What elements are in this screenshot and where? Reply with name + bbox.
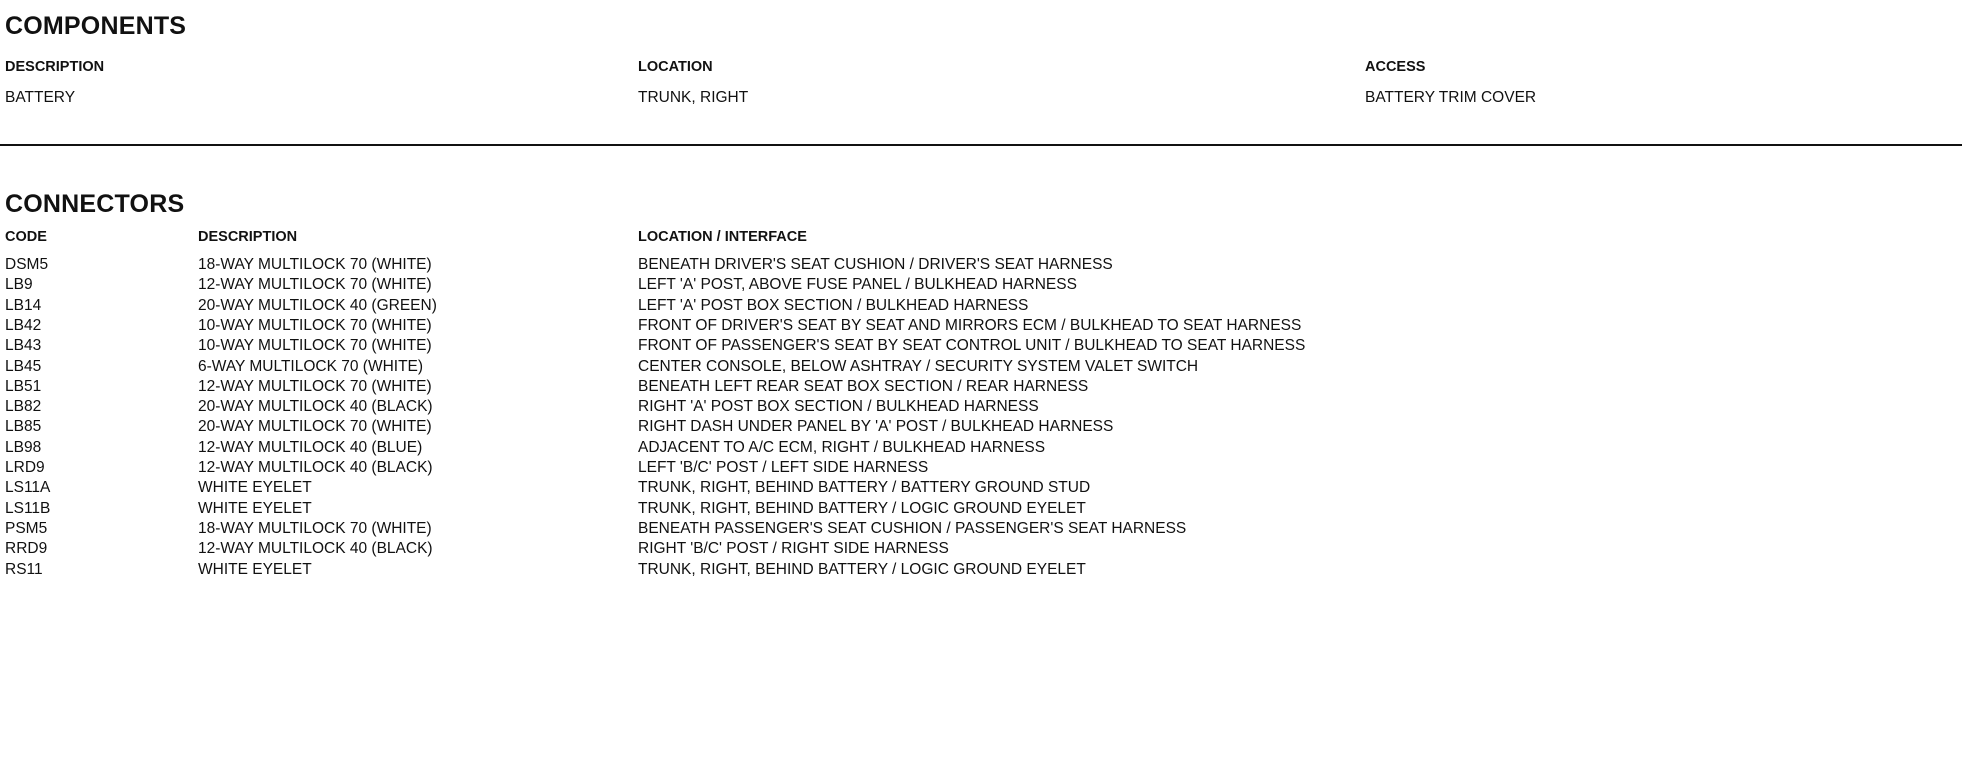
table-row — [0, 276, 1962, 297]
connector-code: LRD9 — [5, 459, 45, 476]
connector-description: 10-WAY MULTILOCK 70 (WHITE) — [198, 316, 432, 334]
components-access-header: ACCESS — [1365, 59, 1426, 75]
connector-location: TRUNK, RIGHT, BEHIND BATTERY / BATTERY GROUND STUD — [638, 479, 1091, 497]
components-title: COMPONENTS — [5, 12, 187, 40]
components-description-value: BATTERY — [5, 89, 76, 106]
table-row — [0, 398, 1962, 419]
connector-location: TRUNK, RIGHT, BEHIND BATTERY / LOGIC GROUND EYELET — [638, 499, 1086, 517]
connector-code: LS11A — [5, 479, 51, 497]
connector-location: RIGHT 'A' POST BOX SECTION / BULKHEAD HARNESS — [638, 398, 1039, 416]
connector-code: LB14 — [5, 296, 42, 314]
connector-code: LB9 — [5, 276, 33, 294]
connector-code: LB85 — [5, 418, 42, 436]
connector-location: TRUNK, RIGHT, BEHIND BATTERY / LOGIC GROUND EYELET — [638, 560, 1086, 578]
table-row — [0, 520, 1962, 541]
connector-location: FRONT OF PASSENGER'S SEAT BY SEAT CONTROL UNIT / BULKHEAD TO SEAT HARNESS — [638, 337, 1306, 355]
table-row — [0, 358, 1962, 379]
table-row — [0, 540, 1962, 561]
table-row — [0, 256, 1962, 277]
connector-location: LEFT 'A' POST, ABOVE FUSE PANEL / BULKHEAD HARNESS — [638, 276, 1077, 294]
table-row — [0, 439, 1962, 460]
connector-location: ADJACENT TO A/C ECM, RIGHT / BULKHEAD HARNESS — [638, 438, 1046, 456]
connector-description: 12-WAY MULTILOCK 40 (BLACK) — [198, 459, 433, 476]
table-row — [0, 418, 1962, 439]
connector-location: BENEATH PASSENGER'S SEAT CUSHION / PASSENGER'S SEAT HARNESS — [638, 519, 1187, 537]
section-divider — [0, 144, 1962, 146]
components-location-value: TRUNK, RIGHT — [638, 89, 749, 106]
table-row — [0, 479, 1962, 500]
table-row — [0, 337, 1962, 358]
table-row — [0, 297, 1962, 318]
connector-code: LB98 — [5, 438, 42, 456]
connector-location: LEFT 'B/C' POST / LEFT SIDE HARNESS — [638, 459, 929, 476]
table-row — [0, 378, 1962, 399]
components-location-header: LOCATION — [638, 59, 713, 75]
connector-code: LB45 — [5, 357, 42, 375]
connector-description: 12-WAY MULTILOCK 40 (BLACK) — [198, 540, 433, 558]
connector-description: 20-WAY MULTILOCK 40 (GREEN) — [198, 296, 437, 314]
connector-code: RRD9 — [5, 540, 48, 558]
connector-code: PSM5 — [5, 519, 48, 537]
connector-location: BENEATH LEFT REAR SEAT BOX SECTION / REAR HARNESS — [638, 377, 1089, 395]
table-row — [0, 317, 1962, 338]
connector-code: LB42 — [5, 316, 42, 334]
connector-description: 12-WAY MULTILOCK 70 (WHITE) — [198, 276, 432, 294]
table-row — [0, 561, 1962, 582]
connector-description: 10-WAY MULTILOCK 70 (WHITE) — [198, 337, 432, 355]
connector-code: RS11 — [5, 560, 43, 578]
connector-code: LS11B — [5, 499, 51, 517]
connector-location: CENTER CONSOLE, BELOW ASHTRAY / SECURITY SYSTEM VALET SWITCH — [638, 357, 1199, 375]
connector-location: LEFT 'A' POST BOX SECTION / BULKHEAD HARNESS — [638, 296, 1029, 314]
connector-code: LB51 — [5, 377, 42, 395]
connector-description: 20-WAY MULTILOCK 70 (WHITE) — [198, 418, 432, 436]
connectors-title: CONNECTORS — [5, 190, 185, 218]
connector-location: BENEATH DRIVER'S SEAT CUSHION / DRIVER'S SEAT HARNESS — [638, 256, 1113, 273]
connector-description: 12-WAY MULTILOCK 70 (WHITE) — [198, 377, 432, 395]
connectors-description-header: DESCRIPTION — [198, 229, 298, 245]
connector-description: 20-WAY MULTILOCK 40 (BLACK) — [198, 398, 433, 416]
connector-code: LB82 — [5, 398, 42, 416]
connector-description: 18-WAY MULTILOCK 70 (WHITE) — [198, 256, 432, 273]
connector-location: FRONT OF DRIVER'S SEAT BY SEAT AND MIRRORS ECM / BULKHEAD TO SEAT HARNESS — [638, 316, 1302, 334]
components-access-value: BATTERY TRIM COVER — [1365, 89, 1537, 106]
connector-description: WHITE EYELET — [198, 479, 312, 497]
connector-location: RIGHT DASH UNDER PANEL BY 'A' POST / BULKHEAD HARNESS — [638, 418, 1114, 436]
connector-code: LB43 — [5, 337, 42, 355]
connector-description: WHITE EYELET — [198, 560, 312, 578]
connector-description: 12-WAY MULTILOCK 40 (BLUE) — [198, 438, 423, 456]
connectors-code-header: CODE — [5, 229, 47, 245]
connector-code: DSM5 — [5, 256, 49, 273]
components-description-header: DESCRIPTION — [5, 59, 105, 75]
connectors-location-header: LOCATION / INTERFACE — [638, 229, 807, 245]
connector-description: WHITE EYELET — [198, 499, 312, 517]
connector-description: 6-WAY MULTILOCK 70 (WHITE) — [198, 357, 424, 375]
table-row — [0, 459, 1962, 480]
table-row — [0, 500, 1962, 521]
connector-location: RIGHT 'B/C' POST / RIGHT SIDE HARNESS — [638, 540, 949, 558]
connector-description: 18-WAY MULTILOCK 70 (WHITE) — [198, 519, 432, 537]
